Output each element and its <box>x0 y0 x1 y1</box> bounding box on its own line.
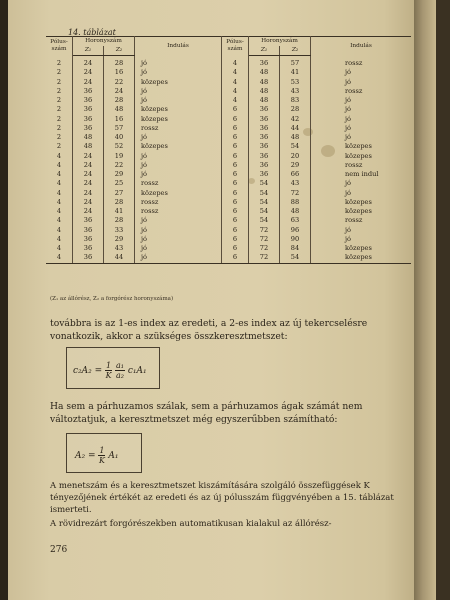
formula2-k: K <box>98 456 105 465</box>
table-row <box>46 78 411 87</box>
table-cell: 57 <box>104 124 135 133</box>
table-cell: 25 <box>104 179 135 188</box>
table-cell: 4 <box>46 170 73 179</box>
formula1-k: K <box>105 371 112 380</box>
table-cell: jó <box>135 68 222 77</box>
paragraph-4: A rövidrezárt forgórészekben automatikusan kialakul az állórész- <box>50 519 332 529</box>
table-cell: 36 <box>249 124 280 133</box>
table-cell: jó <box>135 235 222 244</box>
table-cell: 28 <box>104 198 135 207</box>
table-cell: 2 <box>46 87 73 96</box>
table-cell: jó <box>345 68 352 77</box>
table-cell: jó <box>135 161 222 170</box>
table-cell: jó <box>135 253 222 263</box>
table-cell: 19 <box>104 152 135 161</box>
table-cell: 2 <box>46 124 73 133</box>
table-cell: közepes <box>135 115 222 124</box>
formula-box-1 <box>66 347 160 389</box>
table-cell: 63 <box>280 216 311 225</box>
table-cell: 72 <box>280 189 311 198</box>
table-cell: 54 <box>249 189 280 198</box>
formula2-tail: A₁ <box>108 451 119 461</box>
table-cell: rossz <box>345 216 363 225</box>
table-cell: 57 <box>280 56 311 69</box>
table-row <box>46 115 411 124</box>
table-cell: 43 <box>104 244 135 253</box>
header-poles: Pólus-szám <box>46 37 73 56</box>
table-cell: 36 <box>73 244 104 253</box>
table-cell: 6 <box>222 152 249 161</box>
table-cell: 41 <box>104 207 135 216</box>
table-cell: 53 <box>280 78 311 87</box>
formula1-tail: c₁A₁ <box>127 366 147 376</box>
table-cell: 28 <box>104 216 135 225</box>
table-cell: 6 <box>222 207 249 216</box>
table-cell: jó <box>135 96 222 105</box>
table-cell: 43 <box>280 179 311 188</box>
table-cell: 42 <box>280 115 311 124</box>
table-row <box>46 170 411 179</box>
table-cell: 6 <box>222 179 249 188</box>
table-cell: 41 <box>280 68 311 77</box>
table-cell: 36 <box>249 161 280 170</box>
table-cell: rossz <box>135 207 222 216</box>
table-row <box>46 216 411 225</box>
header-slot-count: Horonyszám <box>73 37 135 47</box>
header-z2: Z₂ <box>104 46 135 56</box>
table-cell: 4 <box>46 207 73 216</box>
background-edge <box>436 0 450 600</box>
table-row <box>46 207 411 216</box>
table-cell: közepes <box>135 189 222 198</box>
table-cell: közepes <box>345 197 372 206</box>
table-row <box>46 235 411 244</box>
table-cell: 24 <box>73 152 104 161</box>
table-cell: 24 <box>73 170 104 179</box>
table-row <box>46 244 411 253</box>
table-cell: 28 <box>104 56 135 69</box>
table-cell: jó <box>345 114 352 123</box>
table-cell: 6 <box>222 244 249 253</box>
data-table <box>46 36 411 264</box>
table-cell: 6 <box>222 216 249 225</box>
table-row <box>46 124 411 133</box>
table-cell: 27 <box>104 189 135 198</box>
table-cell: 36 <box>73 96 104 105</box>
table-cell: 36 <box>73 226 104 235</box>
table-cell: 43 <box>280 87 311 96</box>
table-cell: 24 <box>73 56 104 69</box>
table-cell: 36 <box>73 216 104 225</box>
table-cell: közepes <box>345 142 372 151</box>
table-cell: 29 <box>104 235 135 244</box>
table-cell: 24 <box>73 161 104 170</box>
table-cell: jó <box>345 77 352 86</box>
table-cell: 4 <box>222 78 249 87</box>
table-cell: jó <box>345 179 352 188</box>
table-row <box>46 133 411 142</box>
table-cell: 2 <box>46 96 73 105</box>
table-cell: 36 <box>73 124 104 133</box>
table-cell: 36 <box>249 133 280 142</box>
table-row <box>46 198 411 207</box>
table-cell: 48 <box>104 105 135 114</box>
formula1-lhs: c₂A₂ = <box>73 366 103 376</box>
table-row <box>46 87 411 96</box>
table-cell: közepes <box>135 142 222 151</box>
table-cell: jó <box>135 216 222 225</box>
table-cell: 4 <box>46 161 73 170</box>
table-cell: 6 <box>222 253 249 263</box>
table-cell: 4 <box>46 216 73 225</box>
table-cell: közepes <box>345 244 372 252</box>
table-cell: 4 <box>222 56 249 69</box>
table-cell: 48 <box>280 133 311 142</box>
table-cell: 16 <box>104 68 135 77</box>
table-cell: 24 <box>73 68 104 77</box>
table-cell: 84 <box>280 244 311 253</box>
table-cell: 2 <box>46 56 73 69</box>
table-row <box>46 68 411 77</box>
table-cell: 2 <box>46 115 73 124</box>
table-cell: rossz <box>135 179 222 188</box>
page-number: 276 <box>50 545 68 555</box>
header-z1-2: Z₁ <box>249 46 280 56</box>
table-cell: 54 <box>249 216 280 225</box>
formula1-a2: a₂ <box>116 371 124 380</box>
table-cell: 52 <box>104 142 135 151</box>
table-row <box>46 152 411 161</box>
table-cell: 72 <box>249 235 280 244</box>
table-cell: jó <box>345 133 352 141</box>
table-cell: 83 <box>280 96 311 105</box>
book-page <box>8 0 426 600</box>
book-spine <box>414 0 436 600</box>
table-cell: jó <box>345 234 352 243</box>
table-cell: jó <box>135 244 222 253</box>
table-cell: 4 <box>46 226 73 235</box>
table-cell: 36 <box>73 87 104 96</box>
header-z1: Z₁ <box>73 46 104 56</box>
table-row <box>46 56 411 69</box>
table-cell: 72 <box>249 244 280 253</box>
table-cell: jó <box>135 133 222 142</box>
table-cell: közepes <box>311 253 412 263</box>
table-cell: közepes <box>345 207 372 215</box>
table-cell: rossz <box>345 160 363 169</box>
table-cell: 6 <box>222 170 249 179</box>
header-start: Indulás <box>135 37 222 56</box>
table-cell: 24 <box>73 207 104 216</box>
table-cell: 54 <box>249 198 280 207</box>
table-row <box>46 161 411 170</box>
table-cell: 54 <box>249 207 280 216</box>
table-cell: rossz <box>345 86 363 95</box>
table-cell: 36 <box>249 152 280 161</box>
paragraph-2: Ha sem a párhuzamos szálak, sem a párhuzamos ágak számát nem változtatjuk, a keresztmetszet még egyszerűbben számítható: <box>50 401 363 425</box>
table-cell: rossz <box>135 198 222 207</box>
table-row <box>46 189 411 198</box>
table-cell: 28 <box>280 105 311 114</box>
table-cell: 48 <box>249 68 280 77</box>
table-cell: 4 <box>46 235 73 244</box>
table-cell: közepes <box>345 151 372 160</box>
table-cell: 88 <box>280 198 311 207</box>
table-cell: 20 <box>280 152 311 161</box>
table-cell: 66 <box>280 170 311 179</box>
table-cell: 48 <box>249 78 280 87</box>
table-cell: 36 <box>249 105 280 114</box>
table-cell: 6 <box>222 235 249 244</box>
table-cell: 48 <box>73 133 104 142</box>
table-cell: 4 <box>46 189 73 198</box>
table-cell: jó <box>345 188 352 197</box>
table-cell: 22 <box>104 161 135 170</box>
table-cell: 40 <box>104 133 135 142</box>
table-cell: jó <box>345 96 352 104</box>
paragraph-3: A menetszám és a keresztmetszet kiszámítására szolgáló összefüggések K tényezőjének értékét az eredeti és az új pólusszám függvényében a 15. táblázat ismerteti. <box>50 481 394 515</box>
table-cell: 29 <box>280 161 311 170</box>
formula-box-2 <box>66 433 142 473</box>
table-cell: 33 <box>104 226 135 235</box>
formula1-a1: a₁ <box>116 361 124 370</box>
table-cell: 48 <box>73 142 104 151</box>
table-cell: 22 <box>104 78 135 87</box>
table-cell: 36 <box>73 105 104 114</box>
table-row <box>46 179 411 188</box>
table-cell: 44 <box>280 124 311 133</box>
table-cell: 48 <box>249 87 280 96</box>
table-cell: 90 <box>280 235 311 244</box>
table-cell: 36 <box>73 253 104 263</box>
table-cell: 4 <box>46 253 73 263</box>
table-cell: 4 <box>46 198 73 207</box>
table-row <box>46 226 411 235</box>
table-row <box>46 105 411 114</box>
header-start-2: Indulás <box>311 37 412 56</box>
table-cell: 28 <box>104 96 135 105</box>
table-cell: 6 <box>222 189 249 198</box>
table-cell: 36 <box>249 142 280 151</box>
table-cell: 24 <box>73 78 104 87</box>
table-cell: közepes <box>135 105 222 114</box>
formula2-one: 1 <box>99 446 105 455</box>
header-poles-2: Pólus-szám <box>222 37 249 56</box>
table-cell: 54 <box>280 142 311 151</box>
table-cell: 2 <box>46 78 73 87</box>
table-cell: jó <box>135 152 222 161</box>
table-cell: 48 <box>249 96 280 105</box>
table-cell: jó <box>135 170 222 179</box>
table-cell: rossz <box>345 58 363 67</box>
table-cell: 6 <box>222 142 249 151</box>
header-slot-count-2: Horonyszám <box>249 37 311 47</box>
table-cell: 96 <box>280 226 311 235</box>
table-cell: 48 <box>280 207 311 216</box>
table-row <box>46 96 411 105</box>
table-cell: 4 <box>222 68 249 77</box>
table-cell: közepes <box>135 78 222 87</box>
formula1-one: 1 <box>106 361 112 370</box>
table-cell: 6 <box>222 226 249 235</box>
formula2-lhs: A₂ = <box>75 451 96 461</box>
table-cell: jó <box>345 123 352 132</box>
table-cell: 6 <box>222 133 249 142</box>
table-cell: jó <box>345 105 352 114</box>
table-cell: 24 <box>73 189 104 198</box>
table-row <box>46 142 411 151</box>
table-cell: 6 <box>222 105 249 114</box>
table-cell: 36 <box>249 56 280 69</box>
table-cell: 6 <box>222 115 249 124</box>
table-cell: 2 <box>46 105 73 114</box>
table-row <box>46 253 411 263</box>
table-cell: 6 <box>222 161 249 170</box>
table-cell: jó <box>135 226 222 235</box>
table-cell: nem indul <box>345 170 379 178</box>
table-cell: 2 <box>46 133 73 142</box>
table-cell: jó <box>135 56 222 69</box>
table-cell: 36 <box>249 115 280 124</box>
table-footnote: (Z₁ az állórész, Z₂ a forgórész horonyszáma) <box>50 296 174 302</box>
table-cell: 54 <box>280 253 311 263</box>
table-cell: jó <box>135 87 222 96</box>
table-cell: jó <box>345 225 352 234</box>
table-cell: 29 <box>104 170 135 179</box>
table-cell: 36 <box>249 170 280 179</box>
paragraph-1: továbbra is az 1-es index az eredeti, a 2-es index az új tekercselésre vonatkozik, akkor a szükséges összkeresztmetszet: <box>50 318 368 342</box>
table-cell: 4 <box>46 152 73 161</box>
table-cell: 2 <box>46 142 73 151</box>
table-cell: 36 <box>73 115 104 124</box>
table-cell: 24 <box>73 179 104 188</box>
table-cell: 44 <box>104 253 135 263</box>
table-cell: 4 <box>46 244 73 253</box>
table-cell: 16 <box>104 115 135 124</box>
table-cell: rossz <box>135 124 222 133</box>
table-cell: 6 <box>222 124 249 133</box>
table-cell: 4 <box>222 87 249 96</box>
table-cell: 24 <box>104 87 135 96</box>
table-cell: 36 <box>73 235 104 244</box>
table-cell: 4 <box>222 96 249 105</box>
table-cell: 24 <box>73 198 104 207</box>
table-cell: 72 <box>249 253 280 263</box>
table-cell: 4 <box>46 179 73 188</box>
table-cell: 54 <box>249 179 280 188</box>
table-cell: 6 <box>222 198 249 207</box>
table-cell: 2 <box>46 68 73 77</box>
header-z2-2: Z₂ <box>280 46 311 56</box>
table-title: 14. táblázat <box>68 28 116 37</box>
table-cell: 72 <box>249 226 280 235</box>
